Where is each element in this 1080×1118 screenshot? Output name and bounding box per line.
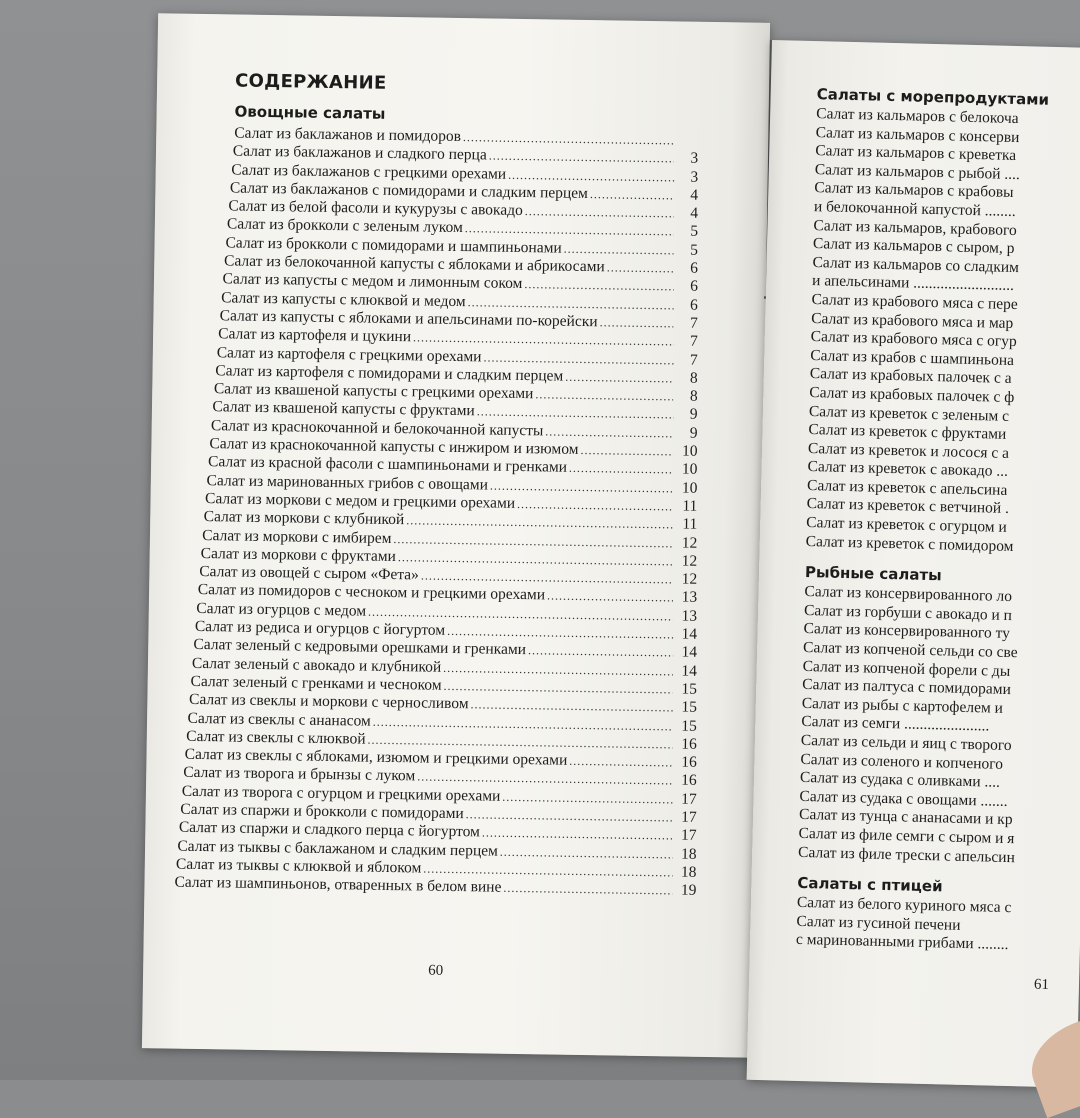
toc-entry-page: 17 — [674, 827, 696, 846]
toc-entry-page: 15 — [675, 717, 697, 736]
toc-entry-title: Салат из шампиньонов, отваренных в белом вине — [174, 874, 501, 897]
toc-entry-page: 11 — [675, 516, 697, 535]
toc-entry-title: Салат из квашеной капусты с грецкими орехами — [214, 380, 534, 403]
toc-entry: Салат из креветок с помидором — [806, 533, 1080, 559]
toc-entry-page: 10 — [675, 461, 697, 480]
toc-entry: Салат из крабового мяса с пере — [811, 291, 1080, 317]
toc-entry: Салат из креветок с ветчиной . — [806, 495, 1080, 521]
toc-leader-dots — [524, 275, 674, 296]
toc-leader-dots — [525, 202, 675, 223]
toc-leader-dots — [528, 641, 673, 662]
toc-entry-title: Салат из баклажанов и помидоров — [234, 124, 461, 146]
toc-entry-title: Салат из тыквы с клюквой и яблоком — [176, 856, 422, 878]
toc-entry: Салат из крабового мяса и мар — [811, 310, 1080, 336]
toc-entry-page: 15 — [675, 699, 697, 718]
toc-entry-page: 9 — [675, 424, 697, 443]
toc-leader-dots — [545, 422, 673, 442]
toc-entry-page: 8 — [676, 369, 698, 388]
toc-entry-page: 18 — [674, 863, 696, 882]
toc-entry: Салат из консервированного ло — [804, 583, 1080, 609]
toc-entry-title: Салат из баклажанов и сладкого перца — [233, 143, 487, 165]
toc-entry: Салат из креветок с зеленым с — [809, 403, 1080, 429]
toc-entry-page: 12 — [675, 552, 697, 571]
toc-leader-dots — [569, 459, 674, 479]
toc-entry-title: Салат из моркови с медом и грецкими орехами — [205, 490, 515, 513]
toc-entry-page: 17 — [675, 790, 697, 809]
toc-entry-title: Салат из брокколи с зеленым луком — [227, 216, 463, 238]
toc-entry: Салат из судака с овощами ....... — [799, 788, 1080, 814]
toc-leader-dots — [580, 441, 673, 461]
toc-entry: Салат из гусиной печени — [796, 913, 1080, 939]
toc-entry: Салат из креветок с огурцом и — [806, 514, 1080, 540]
toc-entry: Салат из рыбы с картофелем и — [802, 695, 1080, 721]
toc-entry-page: 14 — [675, 644, 697, 663]
toc-right-list — [796, 85, 1080, 957]
toc-entry-page: 3 — [676, 168, 698, 187]
toc-entry: Салат из тунца с ананасами и кр — [799, 806, 1080, 832]
toc-entry-page: 6 — [676, 278, 698, 297]
toc-entry-page: 13 — [675, 589, 697, 608]
toc-entry: Салат из крабов с шампиньона — [810, 347, 1080, 373]
toc-entry: Салат из кальмаров с консерви — [816, 124, 1080, 150]
toc-entry-title: Салат из белокочанной капусты с яблоками и абрикосами — [224, 252, 605, 276]
toc-entry-page: 16 — [675, 735, 697, 754]
toc-entry-page: 18 — [674, 845, 696, 864]
toc-entry-page: 6 — [676, 296, 698, 315]
toc-entry-title: Салат зеленый с гренками и чесноком — [190, 673, 441, 695]
toc-entry-list — [144, 123, 768, 901]
toc-entry-page: 4 — [676, 186, 698, 205]
toc-entry-title: Салат из спаржи и сладкого перца с йогуртом — [179, 819, 480, 842]
toc-entry-title: Салат из огурцов с медом — [196, 600, 366, 621]
toc-entry: и апельсинами .......................... — [812, 272, 1080, 298]
toc-leader-dots — [565, 368, 674, 388]
toc-entry-title: Салат из брокколи с помидорами и шампиньонами — [225, 234, 561, 258]
toc-entry-title: Салат из овощей с сыром «Фета» — [199, 563, 419, 585]
toc-entry-page: 12 — [675, 571, 697, 590]
toc-entry-page: 9 — [675, 406, 697, 425]
toc-entry-title: Салат из помидоров с чесноком и грецкими орехами — [198, 581, 546, 605]
toc-entry: Салат из филе семги с сыром и я — [798, 825, 1080, 851]
toc-entry-title: Салат из картофеля с помидорами и сладким перцем — [215, 362, 563, 386]
toc-leader-dots — [607, 258, 674, 277]
toc-entry-page: 16 — [675, 772, 697, 791]
right-page — [747, 40, 1080, 1088]
toc-entry: и белокочанной капустой ........ — [814, 198, 1080, 224]
toc-leader-dots — [503, 879, 672, 900]
toc-leader-dots — [535, 385, 674, 405]
toc-entry-title: Салат зеленый с кедровыми орешками и гренками — [193, 636, 526, 660]
toc-entry: Салат из копченой сельди со све — [803, 639, 1080, 665]
toc-entry-title: Салат из баклажанов с помидорами и сладким перцем — [230, 179, 588, 203]
toc-entry-title: Салат из творога с огурцом и грецкими орехами — [182, 782, 501, 805]
toc-entry: Салат из креветок с фруктами — [808, 421, 1080, 447]
toc-leader-dots — [599, 313, 673, 332]
toc-entry-page: 3 — [676, 150, 698, 169]
toc-title: СОДЕРЖАНИЕ — [235, 70, 387, 93]
toc-entry-page: 11 — [675, 497, 697, 516]
toc-entry: Салат из крабового мяса с огур — [811, 328, 1080, 354]
toc-leader-dots — [564, 239, 675, 259]
toc-entry-page: 14 — [675, 662, 697, 681]
toc-entry-title: Салат из редиса и огурцов с йогуртом — [195, 618, 446, 640]
toc-entry: Салат из судака с оливками .... — [800, 769, 1080, 795]
toc-entry-page: 12 — [675, 534, 697, 553]
toc-entry-page: 8 — [675, 388, 697, 407]
toc-entry: Салат из крабовых палочек с а — [810, 365, 1080, 391]
toc-entry-page: 17 — [674, 808, 696, 827]
toc-entry-page: 14 — [675, 625, 697, 644]
toc-entry-title: Салат из свеклы с яблоками, изюмом и грецкими орехами — [185, 746, 568, 770]
toc-entry: Салат из соленого и копченого — [800, 751, 1080, 777]
toc-entry-page: 5 — [676, 241, 698, 260]
toc-entry: Салат из кальмаров с крабовы — [814, 179, 1080, 205]
toc-entry: Салат из семги ...................... — [801, 713, 1080, 739]
toc-leader-dots — [590, 185, 674, 205]
toc-entry: Салат из кальмаров с сыром, р — [813, 235, 1080, 261]
toc-entry-title: Салат из тыквы с баклажаном и сладким перцем — [177, 837, 498, 860]
toc-entry-title: Салат из капусты с яблоками и апельсинами по-корейски — [220, 307, 598, 331]
toc-entry-title: Салат из капусты с клюквой и медом — [221, 289, 466, 311]
page-number-left: 60 — [428, 963, 443, 980]
toc-entry: Салат из креветок с апельсина — [807, 477, 1080, 503]
toc-entry-title: Салат из моркови с клубникой — [204, 508, 405, 529]
toc-entry: Салат из кальмаров с креветка — [815, 142, 1080, 168]
toc-entry: Салат из белого куриного мяса с — [797, 894, 1080, 920]
toc-entry: с маринованными грибами ........ — [796, 931, 1080, 957]
toc-entry-title: Салат из краснокочанной и белокочанной капусты — [211, 417, 544, 441]
toc-entry-title: Салат из картофеля с грецкими орехами — [217, 344, 482, 366]
toc-entry-title: Салат из свеклы с клюквой — [186, 728, 366, 749]
toc-entry-title: Салат из краснокочанной капусты с инжиром и изюмом — [209, 435, 578, 459]
left-page — [142, 13, 770, 1057]
toc-entry: Салат из горбуши с авокадо и п — [804, 602, 1080, 628]
toc-leader-dots — [547, 587, 673, 607]
toc-entry-page: 13 — [675, 607, 697, 626]
toc-entry-title: Салат из маринованных грибов с овощами — [206, 472, 488, 495]
toc-entry-page: 10 — [675, 479, 697, 498]
toc-entry: Салат из кальмаров со сладким — [812, 254, 1080, 280]
section-heading-vegetable: Овощные салаты — [234, 102, 385, 122]
toc-leader-dots — [569, 752, 673, 772]
section-heading: Салаты с морепродуктами — [816, 85, 1080, 110]
toc-entry-title: Салат из красной фасоли с шампиньонами и гренками — [208, 453, 567, 477]
toc-entry: Салат из кальмаров, крабового — [813, 217, 1080, 243]
toc-entry: Салат из филе трески с апельсин — [798, 843, 1080, 869]
toc-entry: Салат из кальмаров с рыбой .... — [815, 161, 1080, 187]
toc-entry: Салат из консервированного ту — [803, 620, 1080, 646]
toc-entry: Салат из палтуса с помидорами — [802, 676, 1080, 702]
toc-entry-page: 19 — [674, 882, 696, 901]
page-number-right: 61 — [1034, 977, 1049, 994]
toc-entry-page: 5 — [676, 223, 698, 242]
toc-entry-title: Салат из картофеля и цукини — [218, 326, 411, 347]
toc-entry-title: Салат из квашеной капусты с фруктами — [212, 399, 475, 421]
toc-entry: Салат из сельди и яиц с творого — [801, 732, 1080, 758]
toc-entry-title: Салат из моркови с фруктами — [201, 545, 396, 566]
toc-entry-title: Салат зеленый с авокадо и клубникой — [192, 654, 442, 676]
toc-entry-title: Салат из творога и брынзы с луком — [183, 764, 415, 786]
toc-entry-page: 4 — [676, 205, 698, 224]
toc-entry-page: 7 — [676, 351, 698, 370]
toc-entry-page: 16 — [675, 754, 697, 773]
toc-entry-title: Салат из капусты с медом и лимонным соком — [222, 271, 522, 294]
toc-entry-title: Салат из спаржи и брокколи с помидорами — [180, 801, 464, 824]
toc-entry-page: 10 — [675, 442, 697, 461]
section-heading: Салаты с птицей — [797, 874, 1080, 899]
toc-entry: Салат из кальмаров с белокоча — [816, 105, 1080, 131]
toc-entry-title: Салат из свеклы и моркови с черносливом — [189, 691, 469, 714]
toc-entry-page: 7 — [676, 333, 698, 352]
toc-entry-title: Салат из белой фасоли и кукурузы с авокадо — [228, 198, 523, 221]
toc-entry-title: Салат из моркови с имбирем — [202, 527, 392, 548]
toc-entry: Салат из крабовых палочек с ф — [809, 384, 1080, 410]
toc-entry-title: Салат из баклажанов с грецкими орехами — [231, 161, 506, 184]
toc-entry: Салат из креветок с авокадо ... — [807, 458, 1080, 484]
toc-entry-title: Салат из свеклы с ананасом — [187, 709, 370, 730]
toc-entry-page: 7 — [676, 314, 698, 333]
toc-entry-page: 15 — [675, 680, 697, 699]
toc-entry: Салат из копченой форели с ды — [802, 658, 1080, 684]
toc-entry: Салат из креветок и лосося с а — [808, 440, 1080, 466]
toc-leader-dots — [517, 495, 674, 516]
toc-entry-page: 6 — [676, 260, 698, 279]
section-heading: Рыбные салаты — [805, 563, 1080, 588]
